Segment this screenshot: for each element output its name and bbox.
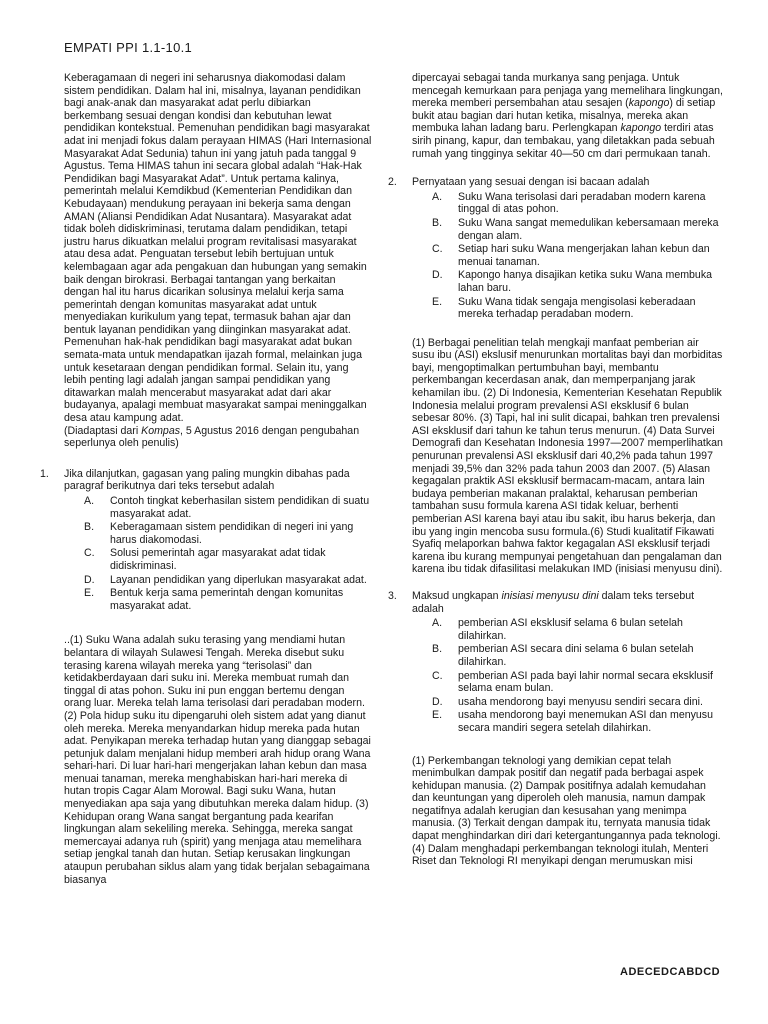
option-b[interactable]: B. Suku Wana sangat memedulikan kebersamaan mereka dengan alam. <box>432 216 719 242</box>
question-stem: Maksud ungkapan inisiasi menyusu dini dalam teks tersebut adalah <box>412 589 695 615</box>
question-number: 1. <box>40 467 49 480</box>
question-stem: Pernyataan yang sesuai dengan isi bacaan adalah <box>412 176 650 189</box>
passage-4: (1) Perkembangan teknologi yang demikian cepat telah menimbulkan dampak positif dan negatif pada berbagai aspek kehidupan manusia. (2) Dampak positifnya adalah kemudahan dan keuntungan yang diperoleh oleh manusia, namun dampak negatifnya adalah kerugian dan kesusahan yang menimpa manusia. (3) Terkait dengan dampak itu, ternyata manusia tidak dapat menghindarkan diri dari ketergantungannya pada teknologi. (4) Dalam menghadapi perkembangan teknologi itulah, Menteri Riset dan Teknologi RI menyikapi dengan merumuskan misi <box>412 754 721 868</box>
option-b[interactable]: B. pemberian ASI secara dini selama 6 bulan setelah dilahirkan. <box>432 643 694 668</box>
option-e[interactable]: E. Suku Wana tidak sengaja mengisolasi keberadaan mereka terhadap peradaban modern. <box>432 295 696 321</box>
option-c[interactable]: C. pemberian ASI pada bayi lahir normal secara eksklusif selama enam bulan. <box>432 669 713 695</box>
passage-1-source: (Diadaptasi dari Kompas, 5 Agustus 2016 dengan pengubahan seperlunya oleh penulis) <box>64 424 360 450</box>
option-d[interactable]: D. usaha mendorong bayi menyusu sendiri secara dini. <box>432 695 703 708</box>
passage-1: Keberagamaan di negeri ini seharusnya diakomodasi dalam sistem pendidikan. Dalam hal ini, misalnya, layanan pendidikan bagi anak-anak dan masyarakat adat perlu dibiarkan berkembang sesuai dengan kondisi dan kebutuhan lewat pendidikan kontekstual. Pemenuhan pendidikan bagi masyarakat adat ini menjadi fokus dalam perayaan HIMAS (Hari Internasional Masyarakat Adat Sedunia) tahun ini yang jatuh pada tanggal 9 Agustus. Tema HIMAS tahun ini secara global adalah “Hak-Hak Pendidikan bagi Masyarakat Adat”. Untuk pertama kalinya, pemerintah melalui Kemdikbud (Kementerian Pendidikan dan Kebudayaan) mendukung perayaan ini bekerja sama dengan AMAN (Aliansi Pendidikan Adat Nusantara). Masyarakat adat tidak boleh didiskriminasi, terutama dalam pendidikan, tetapi justru harus dikuatkan melalui program revitalisasi masyarakat atau desa adat. Penguatan tersebut lebih bertujuan untuk kelembagaan agar ada pengakuan dan hubungan yang semakin baik dengan birokrasi. Berbagai tantangan yang berkaitan dengan hal itu harus dicarikan solusinya melalui kerja sama pemerintah dengan komunitas masyarakat adat untuk menyediakan kurikulum yang tepat, termasuk bahan ajar dan bentuk layanan pendidikan yang diinginkan masyarakat adat. Pemenuhan hak-hak pendidikan bagi masyarakat adat bukan semata-mata untuk mendapatkan ijazah formal, melainkan juga untuk kesetaraan dengan pendidikan formal. Selain itu, yang lebih penting lagi adalah jangan sampai pendidikan yang ditawarkan malah mencerabut masyarakat adat dari akar budayanya, apalagi membuat masyarakat sampai meninggalkan desa atau kampung adat. <box>64 72 372 425</box>
answer-key: ADECEDCABDCD <box>620 966 721 978</box>
question-stem: Jika dilanjutkan, gagasan yang paling mungkin dibahas pada paragraf berikutnya dari teks tersebut adalah <box>64 467 350 493</box>
option-list <box>432 617 724 734</box>
option-e[interactable]: E. Bentuk kerja sama pemerintah dengan komunitas masyarakat adat. <box>84 587 344 612</box>
question-1 <box>40 467 372 613</box>
passage-2-part-2: dipercayai sebagai tanda murkanya sang penjaga. Untuk mencegah kemurkaan para penjaga yang memelihara lingkungan, mereka memberi persembahan atau sesajen (kapongo) di setiap bukit atau bagian dari hutan ketika, misalnya, mereka akan membuka lahan ladang baru. Perlengkapan kapongo terdiri atas sirih pinang, kapur, dan tembakau, yang diletakkan pada sebuah rumah yang tingginya sekitar 40—50 cm dari permukaan tanah. <box>412 72 723 160</box>
option-c[interactable]: C. Setiap hari suku Wana mengerjakan lahan kebun dan menuai tanaman. <box>432 243 710 268</box>
option-d[interactable]: D. Kapongo hanya disajikan ketika suku Wana membuka lahan baru. <box>432 269 713 294</box>
option-a[interactable]: A. Suku Wana terisolasi dari peradaban modern karena tinggal di atas pohon. <box>432 190 706 216</box>
left-column <box>40 72 372 886</box>
question-3 <box>388 589 724 735</box>
option-b[interactable]: B. Keberagamaan sistem pendidikan di negeri ini yang harus diakomodasi. <box>84 521 354 546</box>
page-title: EMPATI PPI 1.1-10.1 <box>64 40 193 55</box>
option-e[interactable]: E. usaha mendorong bayi menemukan ASI dan menyusu secara mandiri segera setelah dilahirkan. <box>432 709 713 734</box>
option-list <box>84 495 372 612</box>
option-c[interactable]: C. Solusi pemerintah agar masyarakat adat tidak didiskriminasi. <box>84 547 326 572</box>
passage-3: (1) Berbagai penelitian telah mengkaji manfaat pemberian air susu ibu (ASI) ekslusif menurunkan mortalitas bayi dan morbiditas bayi, mengoptimalkan pertumbuhan bayi, membantu perkembangan kecerdasan anak, dan memperpanjang jarak kehamilan ibu. (2) Di Indonesia, Kementerian Kesehatan Republik Indonesia melalui program prevalensi ASI eksklusif 6 bulan sebesar 80%. (3) Tapi, hal ini sulit dicapai, bahkan tren prevalensi ASI eksklusif dari tahun ke tahun terus menurun. (4) Data Survei Demografi dan Kesehatan Indonesia 1997—2007 memperlihatkan penurunan prevalensi ASI eksklusif dari 40,2% pada tahun 1997 menjadi 39,5% dan 32% pada tahun 2003 dan 2007. (5) Alasan kegagalan praktik ASI eksklusif bermacam-macam, antara lain budaya pemberian makanan pralaktal, keharusan pemberian tambahan susu formula karena ASI tidak keluar, berhenti pemberian ASI karena bayi atau ibu sakit, ibu harus bekerja, dan ibu yang ingin mencoba susu formula.(6) Studi kualitatif Fikawati Syafiq melaporkan bahwa faktor kegagalan ASI eksklusif terjadi karena ibu kurang mempunyai pengetahuan dan pengalaman dan karena ibu tidak difasilitasi melakukan IMD (inisiasi menyusu dini). <box>412 336 723 576</box>
option-a[interactable]: A. Contoh tingkat keberhasilan sistem pendidikan di suatu masyarakat adat. <box>84 495 370 520</box>
option-d[interactable]: D. Layanan pendidikan yang diperlukan masyarakat adat. <box>84 573 367 586</box>
option-a[interactable]: A. pemberian ASI eksklusif selama 6 bulan setelah dilahirkan. <box>432 617 683 642</box>
question-number: 3. <box>388 589 397 602</box>
question-2 <box>388 176 724 321</box>
option-list <box>432 191 724 321</box>
right-column <box>388 72 724 868</box>
passage-2-part-1: ..(1) Suku Wana adalah suku terasing yang mendiami hutan belantara di wilayah Sulawesi Tengah. Mereka disebut suku terasing karena wilayah mereka yang “terisolasi” dan ketidakberdayaan dari suku ini. Mereka membuat rumah dan tinggal di atas pohon. Suku ini pun enggan bertemu dengan orang luar. Mereka telah lama terisolasi dari peradaban modern. (2) Pola hidup suku itu dipengaruhi oleh sistem adat yang dianut oleh mereka. Mereka menyandarkan hidup mereka pada hutan adat. Penyikapan mereka terhadap hutan yang dianggap sebagai petunjuk dalam menjalani hidup memberi arah hidup orang Wana sehari-hari. Di luar hari-hari mengerjakan lahan kebun dan masa menuai tanaman, mereka menghabiskan hari-hari mereka di hutan tropis Cagar Alam Morowal. Bagi suku Wana, hutan menyediakan apa saja yang dibutuhkan mereka dalam hidup. (3) Kehidupan orang Wana sangat bergantung pada kearifan lingkungan alam sekeliling mereka. Sehingga, mereka sangat memercayai adanya ruh (spirit) yang menjaga atau memelihara setiap jengkal tanah dan hutan. Setiap kerusakan lingkungan ataupun perubahan siklus alam yang tidak berjalan sebagaimana biasanya <box>64 634 371 886</box>
question-number: 2. <box>388 176 397 189</box>
